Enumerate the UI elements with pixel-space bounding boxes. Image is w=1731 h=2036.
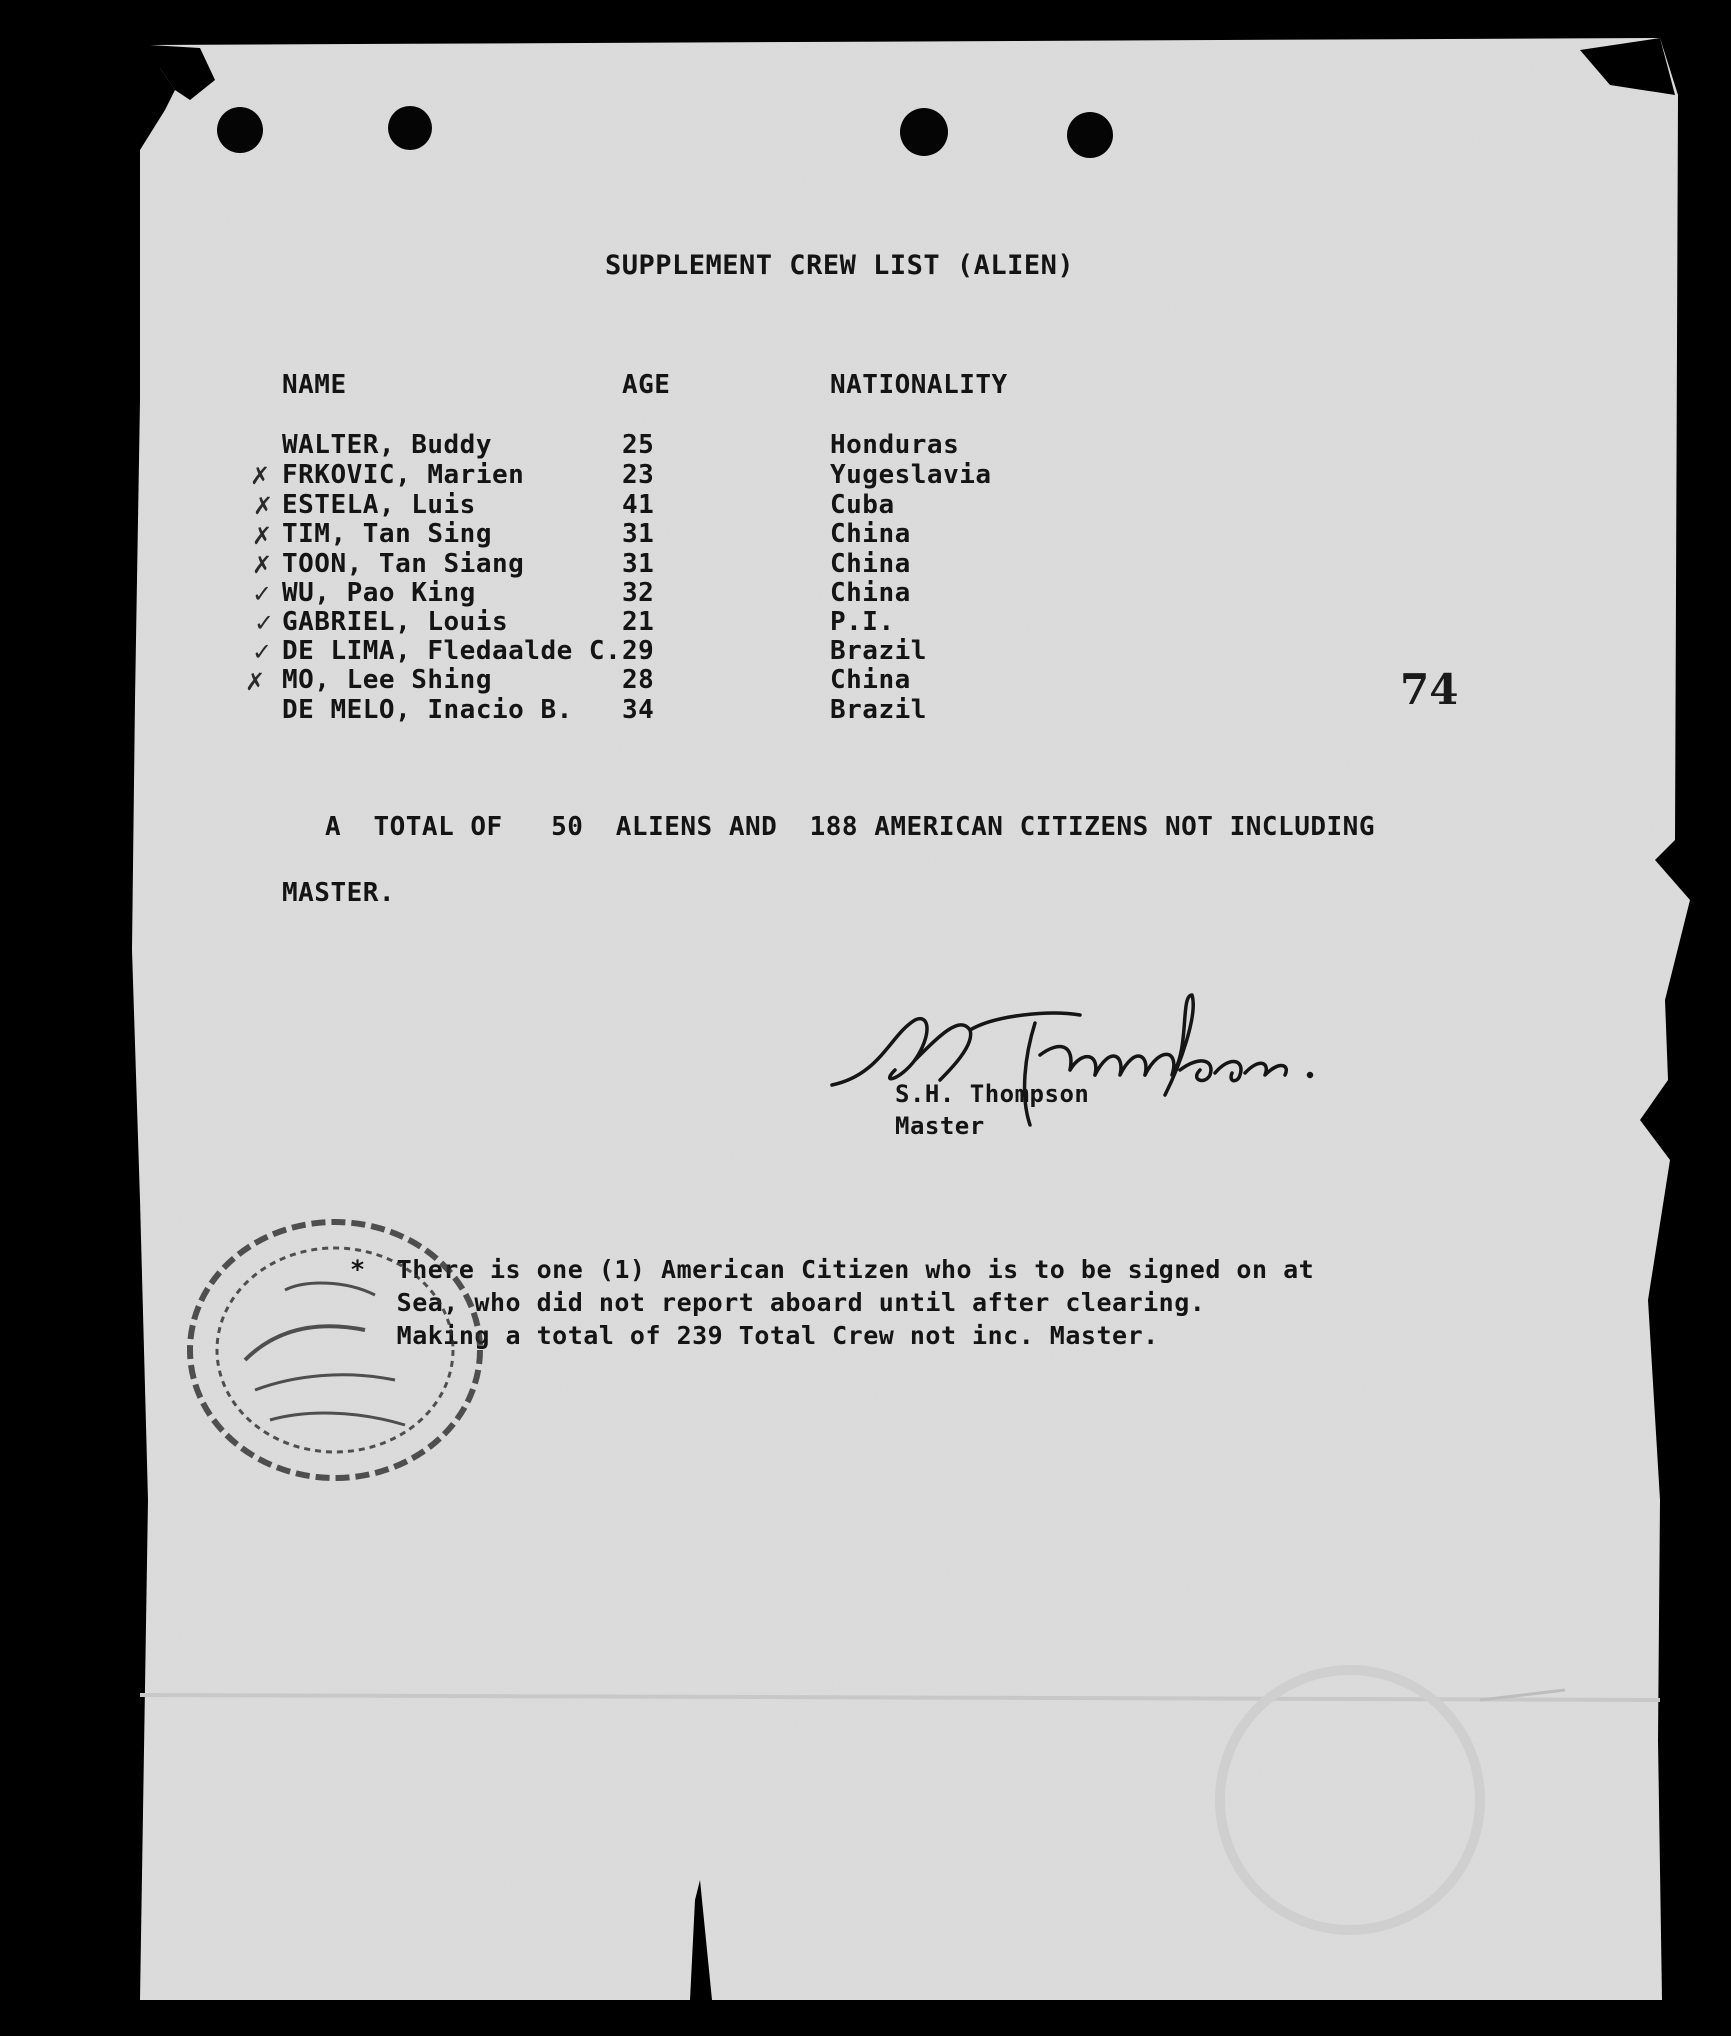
column-header-nationality: NATIONALITY	[830, 370, 1008, 400]
crew-nationality: Brazil	[830, 695, 927, 725]
crew-name: TOON, Tan Siang	[282, 549, 525, 579]
crew-nationality: China	[830, 578, 911, 608]
total-summary-continued: MASTER.	[282, 878, 396, 908]
check-mark-icon: ✗	[250, 462, 271, 490]
crew-nationality: P.I.	[830, 607, 895, 637]
page-number: 74	[1400, 665, 1459, 714]
column-header-name: NAME	[282, 370, 347, 400]
crew-name: WU, Pao King	[282, 578, 476, 608]
check-mark-icon: ✓	[252, 638, 273, 666]
check-mark-icon: ✗	[252, 522, 273, 550]
crew-name: DE LIMA, Fledaalde C.	[282, 636, 622, 666]
footnote-line: * There is one (1) American Citizen who is to be signed on at	[350, 1255, 1315, 1284]
check-mark-icon: ✓	[252, 580, 273, 608]
crew-age: 21	[622, 607, 655, 637]
crew-nationality: Cuba	[830, 490, 895, 520]
crew-nationality: China	[830, 665, 911, 695]
crew-name: ESTELA, Luis	[282, 490, 476, 520]
crew-age: 29	[622, 636, 655, 666]
punch-hole	[388, 106, 432, 150]
crew-nationality: Yugeslavia	[830, 460, 992, 490]
check-mark-icon: ✗	[245, 668, 266, 696]
footnote-line: Sea, who did not report aboard until after clearing.	[350, 1288, 1206, 1317]
crew-nationality: China	[830, 549, 911, 579]
crew-age: 32	[622, 578, 655, 608]
crew-nationality: Brazil	[830, 636, 927, 666]
official-stamp-icon	[175, 1200, 515, 1500]
punch-hole	[900, 108, 948, 156]
page-title: SUPPLEMENT CREW LIST (ALIEN)	[605, 250, 1075, 281]
crew-name: WALTER, Buddy	[282, 430, 492, 460]
crew-age: 41	[622, 490, 655, 520]
crew-name: DE MELO, Inacio B.	[282, 695, 573, 725]
footnote-line: Making a total of 239 Total Crew not inc. Master.	[350, 1321, 1159, 1350]
crew-name: TIM, Tan Sing	[282, 519, 492, 549]
crew-age: 25	[622, 430, 655, 460]
crew-name: MO, Lee Shing	[282, 665, 492, 695]
crew-age: 28	[622, 665, 655, 695]
signatory-name: S.H. Thompson	[895, 1080, 1090, 1108]
crew-age: 23	[622, 460, 655, 490]
crew-age: 31	[622, 549, 655, 579]
signature-icon	[820, 975, 1340, 1135]
column-header-age: AGE	[622, 370, 671, 400]
check-mark-icon: ✗	[253, 492, 274, 520]
crew-name: FRKOVIC, Marien	[282, 460, 525, 490]
crew-nationality: Honduras	[830, 430, 960, 460]
check-mark-icon: ✓	[254, 609, 275, 637]
crew-name: GABRIEL, Louis	[282, 607, 509, 637]
signatory-title: Master	[895, 1112, 985, 1140]
punch-hole	[1067, 112, 1113, 158]
check-mark-icon: ✗	[252, 551, 273, 579]
crew-age: 31	[622, 519, 655, 549]
crew-nationality: China	[830, 519, 911, 549]
total-summary: A TOTAL OF 50 ALIENS AND 188 AMERICAN CITIZENS NOT INCLUDING	[325, 812, 1375, 842]
punch-hole	[217, 107, 263, 153]
crew-age: 34	[622, 695, 655, 725]
